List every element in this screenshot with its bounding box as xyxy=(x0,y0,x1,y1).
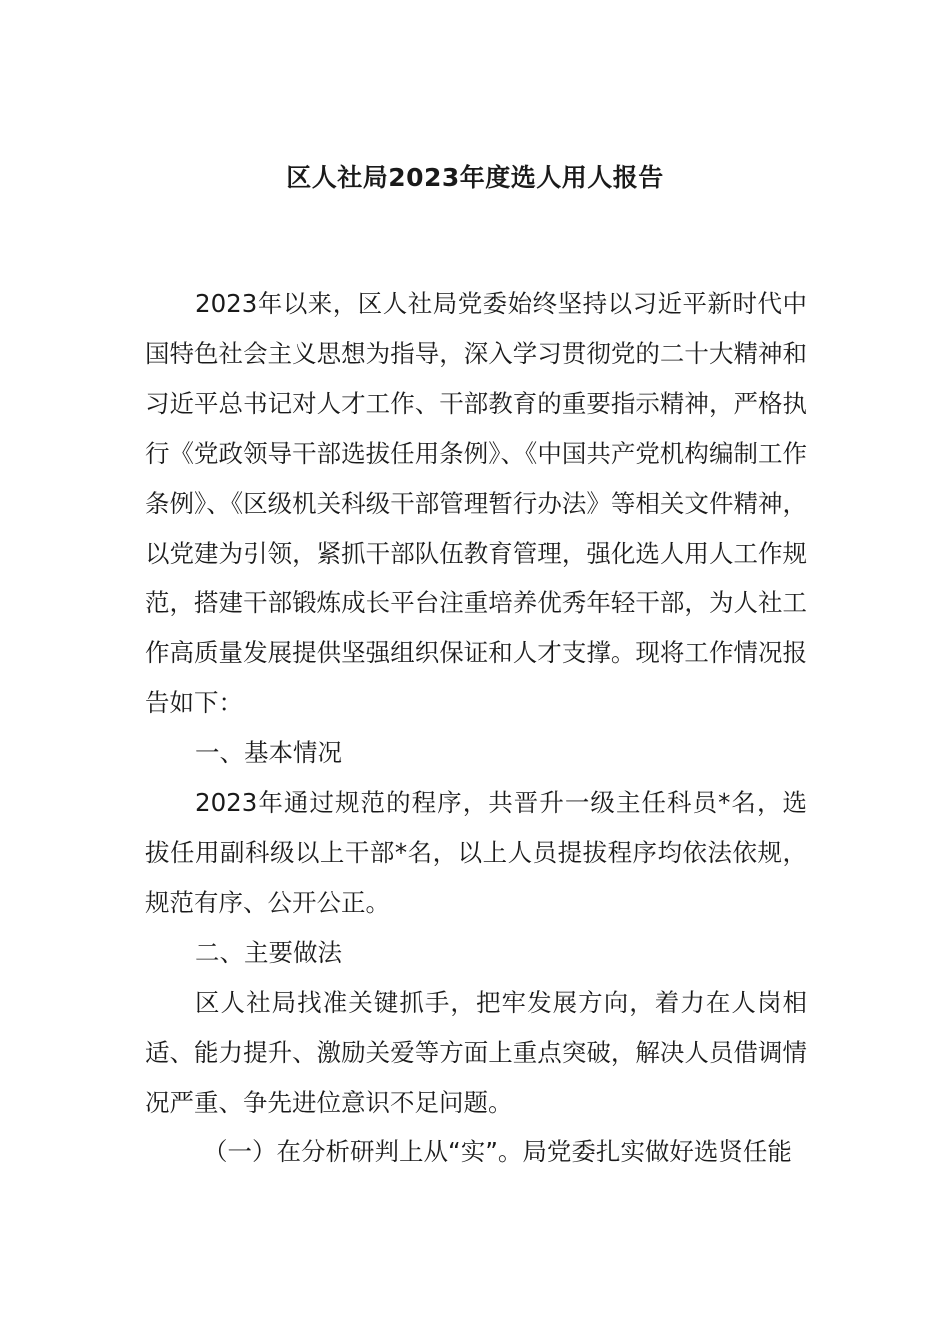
main-practices-paragraph: 区人社局找准关键抓手，把牢发展方向，着力在人岗相适、能力提升、激励关爱等方面上重点突破，解决人员借调情况严重、争先进位意识不足问题。 xyxy=(145,987,807,1117)
document-title: 区人社局2023年度选人用人报告 xyxy=(286,163,664,192)
basic-situation-paragraph: 2023年通过规范的程序，共晋升一级主任科员*名，选拔任用副科级以上干部*名，以上人员提拔程序均依法依规，规范有序、公开公正。 xyxy=(145,788,807,917)
document-body xyxy=(145,279,807,1177)
section-heading-basic-situation: 一、基本情况 xyxy=(195,738,342,768)
intro-paragraph: 2023年以来，区人社局党委始终坚持以习近平新时代中国特色社会主义思想为指导，深入学习贯彻党的二十大精神和习近平总书记对人才工作、干部教育的重要指示精神，严格执行《党政领导干部选拔任用条例》、《中国共产党机构编制工作条例》、《区级机关科级干部管理暂行办法》等相关文件精神，以党建为引领，紧抓干部队伍教育管理，强化选人用人工作规范，搭建干部锻炼成长平台注重培养优秀年轻干部，为人社工作高质量发展提供坚强组织保证和人才支撑。现将工作情况报告如下： xyxy=(145,289,807,718)
subsection-heading-analysis: （一）在分析研判上从“实”。局党委扎实做好选贤任能 xyxy=(203,1137,792,1167)
section-heading-main-practices: 二、主要做法 xyxy=(195,937,342,967)
